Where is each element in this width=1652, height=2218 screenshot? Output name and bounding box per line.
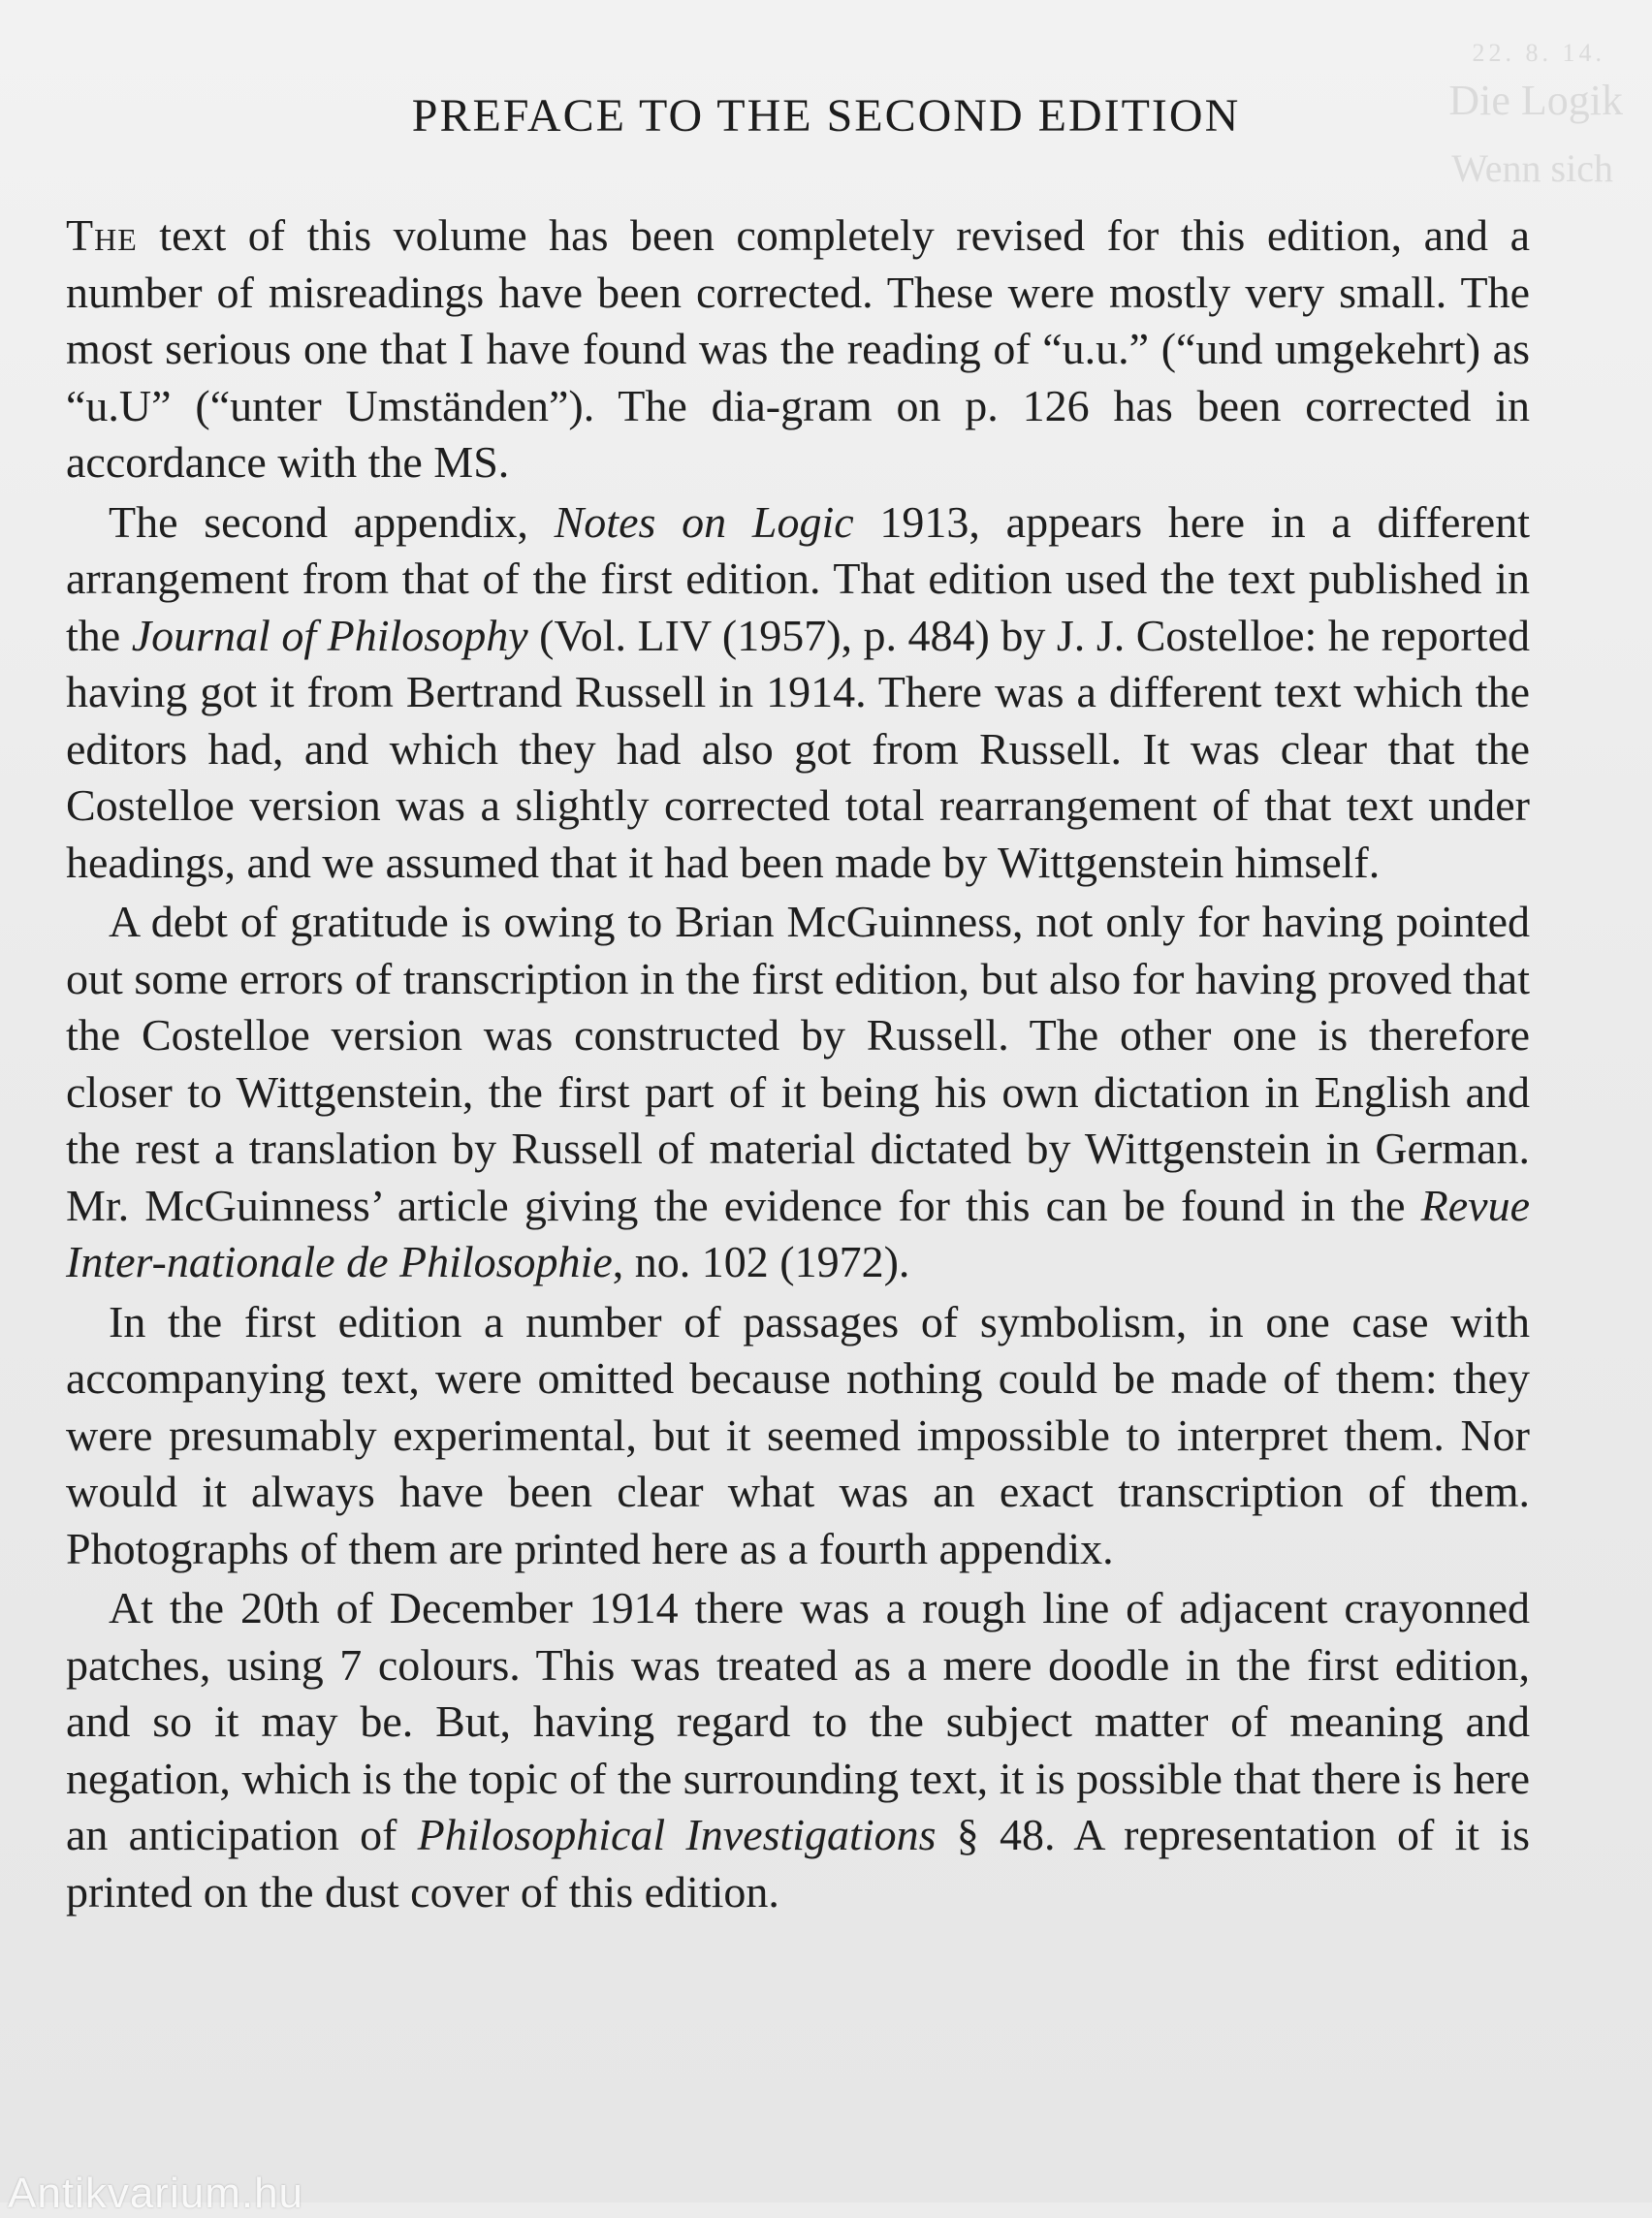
italic-title: Revue Inter-nationale de Philosophie <box>66 1180 1530 1286</box>
watermark: Antikvarium.hu <box>8 2170 304 2217</box>
italic-title: Journal of Philosophy <box>131 610 528 660</box>
paragraph-text: , no. 102 (1972). <box>612 1237 910 1286</box>
paragraph-4 <box>66 1294 1530 1578</box>
italic-title: Philosophical Investigations <box>417 1810 937 1859</box>
bleed-through-text: Wenn sich <box>1451 146 1613 190</box>
paragraph-1 <box>66 207 1530 491</box>
paragraph-text: At the 20th of December 1914 there was a rough line of adjacent crayonned patches, using 7 colours. This was treated as a mere doodle in the first edition, and so it may be. But, having regard to the subject matter of meaning and negation, which is the topic of the surrounding text, it is possible that there is here an anticipation of <box>66 1583 1530 1859</box>
paragraph-text: In the first edition a number of passages of symbolism, in one case with accompanying text, were omitted because nothing could be made of them: they were presumably experimental, but it seemed impossible to interpret them. Nor would it always have been clear what was an exact transcription of them. Photographs of them are printed here as a fourth appendix. <box>66 1296 1530 1573</box>
paragraph-text: § 48. A representation of it is printed on the dust cover of this edition. <box>66 1810 1530 1917</box>
bleed-through-text: Die Logik <box>1448 77 1623 124</box>
drop-lead-word: The <box>66 210 138 260</box>
preface-body <box>66 207 1530 1923</box>
paragraph-2 <box>66 494 1530 892</box>
paragraph-5 <box>66 1580 1530 1920</box>
italic-title: Notes on Logic <box>554 496 854 547</box>
paragraph-text: text of this volume has been completely revised for this edition, and a number of misreadings have been corrected. These were mostly very small. The most serious one that I have found was the reading of “u.u.” (“und umgekehrt) as “u.U” (“unter Umständen”). The dia-gram on p. 126 has been corrected in accordance with the MS. <box>66 210 1530 487</box>
paragraph-text: 1913, appears here in a different arrangement from that of the first edition. That edition used the text published in the <box>66 496 1530 660</box>
page-title: PREFACE TO THE SECOND EDITION <box>411 90 1241 142</box>
paragraph-text: The second appendix, <box>109 496 555 547</box>
paragraph-3 <box>66 894 1530 1291</box>
paragraph-text: (Vol. LIV (1957), p. 484) by J. J. Costelloe: he reported having got it from Bertrand Russell in 1914. There was a different text which the editors had, and which they had also got from Russell. It was clear that the Costelloe version was a slightly corrected total rearrangement of that text under headings, and we assumed that it had been made by Wittgenstein himself. <box>66 610 1530 887</box>
paragraph-text: A debt of gratitude is owing to Brian McGuinness, not only for having pointed out some errors of transcription in the first edition, but also for having proved that the Costelloe version was constructed by Russell. The other one is therefore closer to Wittgenstein, the first part of it being his own dictation in English and the rest a translation by Russell of material dictated by Wittgenstein in German. Mr. McGuinness’ article giving the evidence for this can be found in the <box>66 897 1530 1230</box>
bleed-through-text: 22. 8. 14. <box>1472 39 1605 67</box>
